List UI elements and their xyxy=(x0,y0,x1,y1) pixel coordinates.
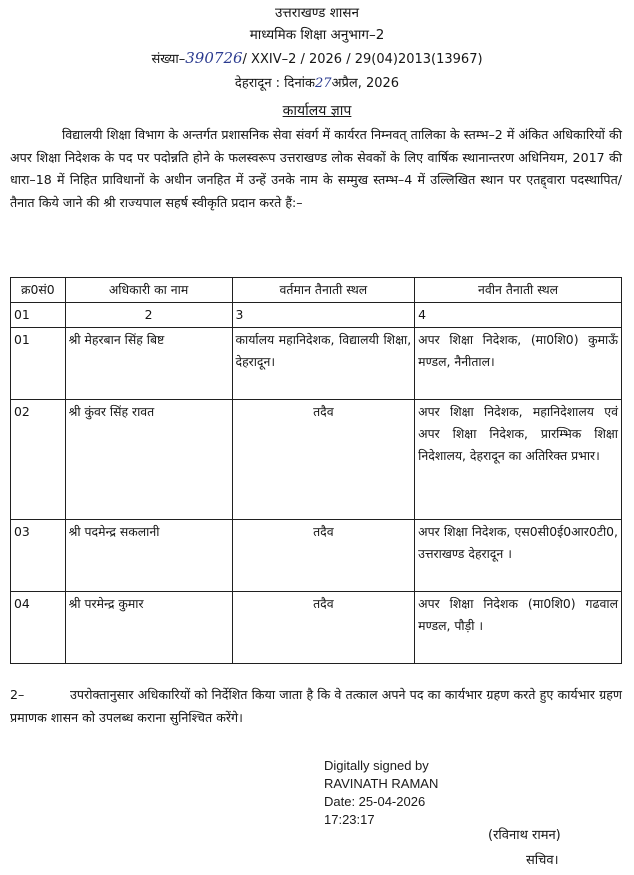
table-column-number-row xyxy=(11,303,622,328)
row-new-posting: अपर शिक्षा निदेशक, महानिदेशालय एवं अपर शिक्षा निदेशक, प्रारम्भिक शिक्षा निदेशालय, देहरादून का अतिरिक्त प्रभार। xyxy=(415,400,622,520)
column-number: 2 xyxy=(65,303,232,328)
signature-line-1: Digitally signed by xyxy=(324,758,429,773)
header-current-posting: वर्तमान तैनाती स्थल xyxy=(232,278,415,303)
order-paragraph-1: विद्यालयी शिक्षा विभाग के अन्तर्गत प्रशासनिक सेवा संवर्ग में कार्यरत निम्नवत् तालिका के स्तम्भ–2 में अंकित अधिकारियों की अपर शिक्षा निदेशक के पद पर पदोन्नति होने के फलस्वरूप उत्तराखण्ड लोक सेवकों के लिए वार्षिक स्थानान्तरण अधिनियम, 2017 की धारा–18 में निहित प्राविधानों के अधीन जनहित में उन्हें उनके नाम के सम्मुख स्तम्भ–4 में उल्लिखित स्थान पर एतद्द्वारा पदस्थापित/तैनात किये जाने की श्री राज्यपाल सहर्ष स्वीकृति प्रदान करते हैं:– xyxy=(10,127,622,210)
row-serial: 02 xyxy=(11,400,66,520)
header-officer-name: अधिकारी का नाम xyxy=(65,278,232,303)
reference-number xyxy=(0,49,634,69)
row-current-posting: तदैव xyxy=(232,592,415,664)
row-officer-name: श्री कुंवर सिंह रावत xyxy=(65,400,232,520)
date-handwritten: 27 xyxy=(315,76,332,91)
table-row xyxy=(11,520,622,592)
row-officer-name: श्री पदमेन्द्र सकलानी xyxy=(65,520,232,592)
reference-suffix: / XXIV–2 / 2026 / 29(04)2013(13967) xyxy=(242,52,483,67)
signature-time: 17:23:17 xyxy=(324,812,375,827)
row-current-posting: कार्यालय महानिदेशक, विद्यालयी शिक्षा, देहरादून। xyxy=(232,328,415,400)
order-date xyxy=(0,74,634,93)
paragraph-number: 2– xyxy=(10,687,25,702)
reference-handwritten: 390726 xyxy=(185,49,243,67)
date-suffix: अप्रैल, 2026 xyxy=(331,76,400,91)
paragraph-2-text: उपरोक्तानुसार अधिकारियों को निर्देशित किया जाता है कि वे तत्काल अपने पद का कार्यभार ग्रहण करते हुए कार्यभार ग्रहण प्रमाणक शासन को उपलब्ध कराना सुनिश्चित करेंगे। xyxy=(10,687,622,725)
row-new-posting: अपर शिक्षा निदेशक, एस0सी0ई0आर0टी0, उत्तराखण्ड देहरादून । xyxy=(415,520,622,592)
row-serial: 03 xyxy=(11,520,66,592)
order-paragraph-2 xyxy=(10,683,622,729)
signer-name: RAVINATH RAMAN xyxy=(324,776,439,791)
column-number: 01 xyxy=(11,303,66,328)
table-row xyxy=(11,328,622,400)
row-serial: 01 xyxy=(11,328,66,400)
table-row xyxy=(11,400,622,520)
row-officer-name: श्री परमेन्द्र कुमार xyxy=(65,592,232,664)
signature-date: Date: 25-04-2026 xyxy=(324,794,426,809)
row-new-posting: अपर शिक्षा निदेशक (मा0शि0) गढवाल मण्डल, पौड़ी । xyxy=(415,592,622,664)
header-serial: क्र0सं0 xyxy=(11,278,66,303)
reference-prefix: संख्या– xyxy=(151,52,186,67)
row-current-posting: तदैव xyxy=(232,400,415,520)
row-new-posting: अपर शिक्षा निदेशक, (मा0शि0) कुमाऊँ मण्डल, नैनीताल। xyxy=(415,328,622,400)
officer-name-hindi: (रविनाथ रामन) xyxy=(488,828,561,843)
department-section: माध्यमिक शिक्षा अनुभाग–2 xyxy=(249,27,385,43)
column-number: 3 xyxy=(232,303,415,328)
government-name: उत्तराखण्ड शासन xyxy=(274,5,359,21)
header-new-posting: नवीन तैनाती स्थल xyxy=(415,278,622,303)
column-number: 4 xyxy=(415,303,622,328)
table-header-row xyxy=(11,278,622,303)
officer-designation: सचिव। xyxy=(526,853,559,868)
row-serial: 04 xyxy=(11,592,66,664)
posting-table xyxy=(10,277,622,664)
digital-signature-block xyxy=(324,757,438,829)
row-officer-name: श्री मेहरबान सिंह बिष्ट xyxy=(65,328,232,400)
row-current-posting: तदैव xyxy=(232,520,415,592)
table-row xyxy=(11,592,622,664)
document-title: कार्यालय ज्ञाप xyxy=(282,103,352,119)
date-prefix: देहरादून : दिनांक xyxy=(234,76,316,91)
